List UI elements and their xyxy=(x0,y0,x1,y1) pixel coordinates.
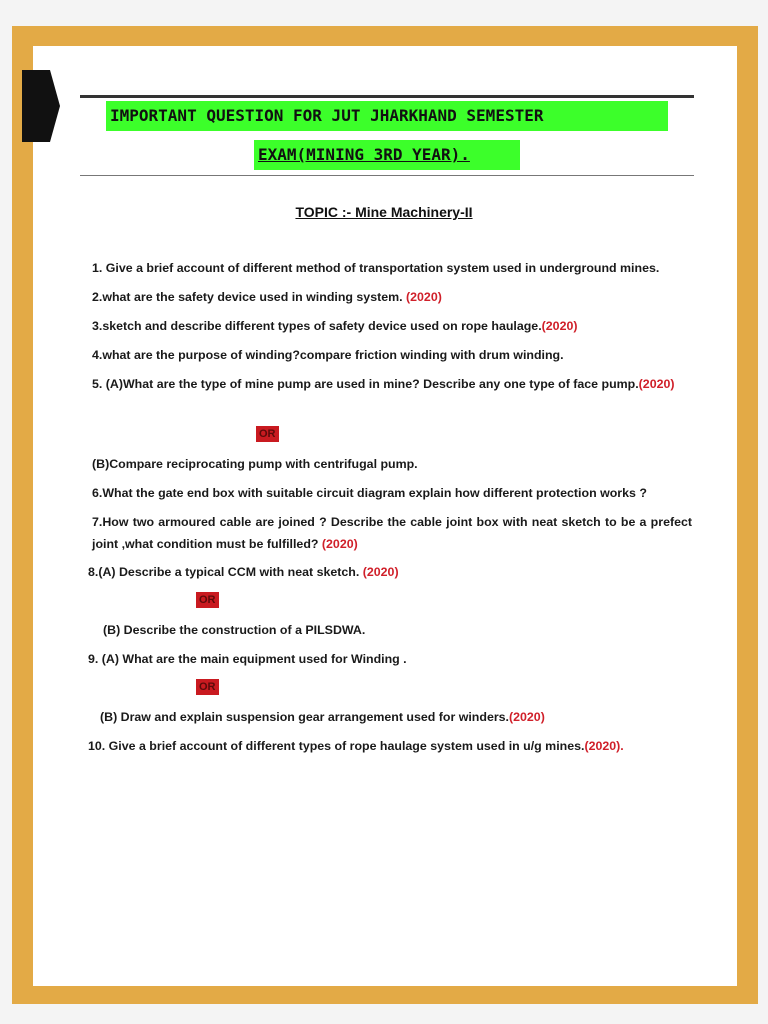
question-text: 9. (A) What are the main equipment used for Winding . xyxy=(88,652,407,666)
or-separator-3: OR xyxy=(196,679,219,695)
question-year: (2020) xyxy=(321,537,358,551)
question-text: (B) Draw and explain suspension gear arrangement used for winders. xyxy=(100,710,509,724)
question-9a xyxy=(88,648,407,670)
question-4 xyxy=(92,344,564,366)
bookmark-tab-icon xyxy=(22,70,60,142)
question-year: (2020) xyxy=(362,565,399,579)
question-7 xyxy=(92,511,692,555)
question-year: (2020) xyxy=(541,319,578,333)
question-text: 5. (A)What are the type of mine pump are used in mine? Describe any one type of face pump. xyxy=(92,377,639,391)
question-text: 1. Give a brief account of different method of transportation system used in underground mines. xyxy=(92,261,660,275)
question-text: (B) Describe the construction of a PILSDWA. xyxy=(103,623,366,637)
title-line-2: EXAM(MINING 3RD YEAR). xyxy=(254,140,520,170)
question-5b xyxy=(92,453,418,475)
question-9b xyxy=(100,706,545,728)
question-8b xyxy=(103,619,365,641)
question-year: (2020) xyxy=(638,377,675,391)
title-line-1: IMPORTANT QUESTION FOR JUT JHARKHAND SEMESTER xyxy=(106,101,668,131)
question-text: 3.sketch and describe different types of safety device used on rope haulage. xyxy=(92,319,542,333)
question-3 xyxy=(92,315,577,337)
question-5a xyxy=(92,373,692,395)
question-year: (2020) xyxy=(406,290,442,304)
question-text: 7.How two armoured cable are joined ? Describe the cable joint box with neat sketch to be a prefect joint ,what condition must be fulfilled? xyxy=(92,515,692,551)
question-2 xyxy=(92,286,442,308)
question-text: 6.What the gate end box with suitable circuit diagram explain how different protection works ? xyxy=(92,486,647,500)
question-text: 8.(A) Describe a typical CCM with neat sketch. xyxy=(88,565,363,579)
question-6 xyxy=(92,482,647,504)
question-year: (2020). xyxy=(584,739,624,753)
question-text: (B)Compare reciprocating pump with centrifugal pump. xyxy=(92,457,418,471)
header-rule-top xyxy=(80,95,694,98)
question-text: 4.what are the purpose of winding?compare friction winding with drum winding. xyxy=(92,348,564,362)
or-separator-1: OR xyxy=(256,426,279,442)
header-rule-bottom xyxy=(80,175,694,176)
question-year: (2020) xyxy=(509,710,545,724)
question-text: 10. Give a brief account of different types of rope haulage system used in u/g mines. xyxy=(88,739,585,753)
or-separator-2: OR xyxy=(196,592,219,608)
topic-heading: TOPIC :- Mine Machinery-II xyxy=(295,204,473,220)
question-10 xyxy=(88,735,624,757)
question-1 xyxy=(92,257,659,279)
question-text: 2.what are the safety device used in winding system. xyxy=(92,290,407,304)
question-8a xyxy=(88,561,399,583)
